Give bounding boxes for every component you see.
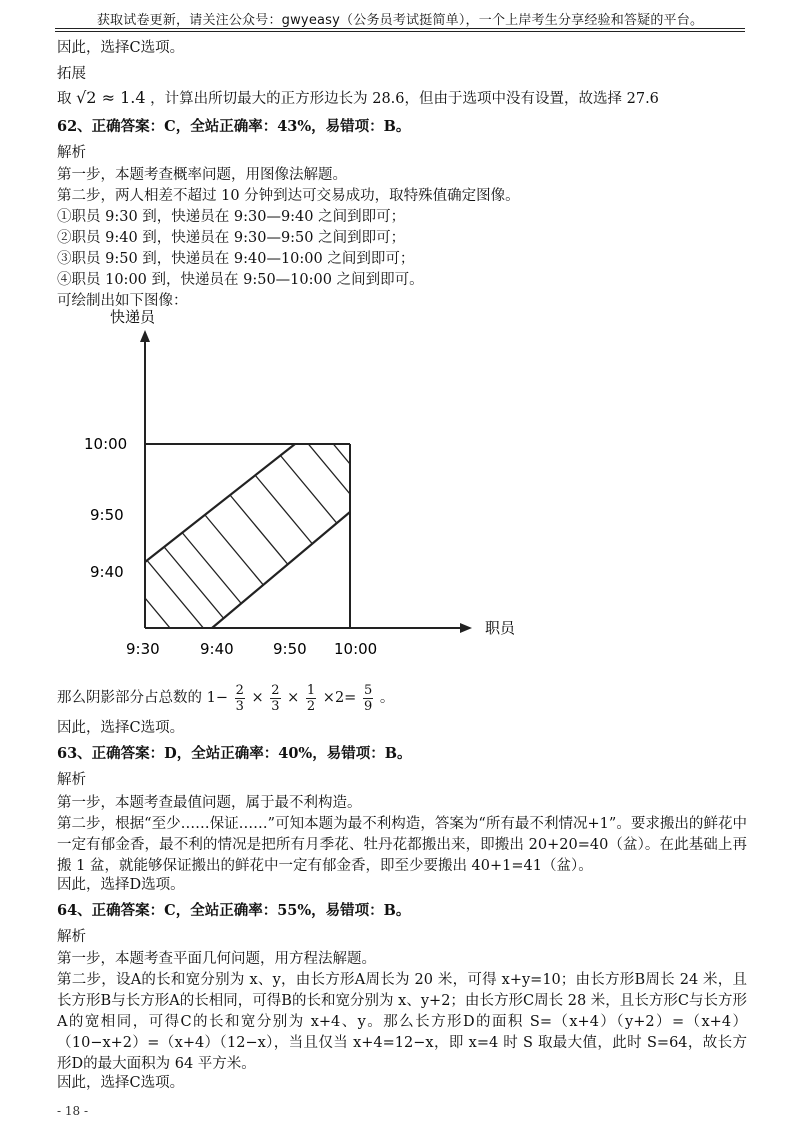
q63-conclusion: 因此，选择D选项。 xyxy=(57,877,185,893)
prev-conclusion: 因此，选择C选项。 xyxy=(57,40,185,56)
times-sign: × xyxy=(287,690,300,706)
expand-line xyxy=(57,88,659,109)
x-tick-930: 9:30 xyxy=(126,640,160,658)
probability-graph xyxy=(0,300,800,670)
q64-analysis-title: 解析 xyxy=(57,929,86,945)
q62-step-2: 第二步，两人相差不超过 10 分钟到达可交易成功，取特殊值确定图像。 xyxy=(57,188,520,204)
page-number: - 18 - xyxy=(57,1104,89,1118)
q64-step-2: 第二步，设A的长和宽分别为 x、y，由长方形A周长为 20 米，可得 x+y=10；由长方形B周长 24 米，且长方形B与长方形A的长相同，可得B的长和宽分别为 x、y+2；由长方形C周长 28 米，且长方形C与长方形A的宽相同，可得C的长和宽分别为 x+4、y。那么长方形D的面积 S=（x+4）（y+2）=（x+4）（10−x+2）=（x+4）（12−x），当且仅当 x+4=12−x，即 x=4 时 S 取最大值，此时 S=64，故长方形D的最大面积为 64 平方米。 xyxy=(57,972,747,1072)
times-sign: × xyxy=(251,690,264,706)
q63-answer-line: 63、正确答案：D，全站正确率：40%，易错项：B。 xyxy=(57,745,412,762)
q64-step-1: 第一步，本题考查平面几何问题，用方程法解题。 xyxy=(57,951,376,967)
expand-suffix: ，计算出所切最大的正方形边长为 28.6，但由于选项中没有设置，故选择 27.6 xyxy=(150,91,659,107)
q64-conclusion: 因此，选择C选项。 xyxy=(57,1075,185,1091)
q62-analysis-title: 解析 xyxy=(57,145,86,161)
formula-prefix: 那么阴影部分占总数的 1− xyxy=(57,690,228,706)
q63-step-1: 第一步，本题考查最值问题，属于最不利构造。 xyxy=(57,795,362,811)
y-tick-950: 9:50 xyxy=(90,506,124,524)
q62-conclusion: 因此，选择C选项。 xyxy=(57,720,185,736)
expand-title: 拓展 xyxy=(57,66,86,82)
q63-analysis-title: 解析 xyxy=(57,772,86,788)
q62-case-3: ③职员 9:50 到，快递员在 9:40—10:00 之间到即可； xyxy=(57,251,415,267)
fraction-2-3-b xyxy=(270,683,280,714)
fraction-numerator: 1 xyxy=(306,682,316,698)
x-axis-title: 职员 xyxy=(485,619,516,637)
sqrt-formula: √2 ≈ 1.4 xyxy=(76,88,146,107)
q62-case-2: ②职员 9:40 到，快递员在 9:30—9:50 之间到即可； xyxy=(57,230,406,246)
x-tick-950: 9:50 xyxy=(273,640,307,658)
expand-prefix: 取 xyxy=(57,91,72,107)
x-axis-arrow-icon xyxy=(460,623,472,633)
y-tick-940: 9:40 xyxy=(90,563,124,581)
q62-answer-line: 62、正确答案：C，全站正确率：43%，易错项：B。 xyxy=(57,118,411,135)
fraction-numerator: 2 xyxy=(271,682,280,698)
fraction-1-2 xyxy=(306,683,316,714)
fraction-2-3-a xyxy=(235,683,245,714)
page-header: 获取试卷更新，请关注公众号：gwyeasy（公务员考试挺简单），一个上岸考生分享经验和答疑的平台。 xyxy=(96,13,704,28)
q62-case-4: ④职员 10:00 到，快递员在 9:50—10:00 之间到即可。 xyxy=(57,272,424,288)
fraction-5-9 xyxy=(363,683,373,714)
q62-case-1: ①职员 9:30 到，快递员在 9:30—9:40 之间到即可； xyxy=(57,209,406,225)
formula-mid: ×2= xyxy=(322,690,357,706)
q62-graph-intro: 可绘制出如下图像： xyxy=(57,293,188,309)
shaded-region-hatching xyxy=(130,440,380,640)
q63-step-2: 第二步，根据“至少……保证……”可知本题为最不利构造，答案为“所有最不利情况+1”。要求搬出的鲜花中一定有郁金香，最不利的情况是把所有月季花、牡丹花都搬出来，即搬出 20+20=40（盆）。在此基础上再搬 1 盆，就能够保证搬出的鲜花中一定有郁金香，即至少要搬出 40+1=41（盆）。 xyxy=(57,816,747,874)
shaded-fraction-formula xyxy=(57,680,394,716)
fraction-numerator: 2 xyxy=(235,682,244,698)
upper-diagonal xyxy=(145,444,295,562)
y-tick-1000: 10:00 xyxy=(84,435,128,453)
fraction-denominator: 9 xyxy=(363,698,373,714)
formula-end: 。 xyxy=(379,690,395,706)
q62-step-1: 第一步，本题考查概率问题，用图像法解题。 xyxy=(57,167,347,183)
header-rule-top xyxy=(55,28,745,29)
header-rule-bottom xyxy=(55,31,745,32)
q64-answer-line: 64、正确答案：C，全站正确率：55%，易错项：B。 xyxy=(57,902,411,919)
fraction-denominator: 3 xyxy=(271,698,280,714)
fraction-numerator: 5 xyxy=(363,682,373,698)
fraction-denominator: 3 xyxy=(235,698,244,714)
y-axis-title: 快递员 xyxy=(110,308,156,326)
x-tick-940: 9:40 xyxy=(200,640,234,658)
fraction-denominator: 2 xyxy=(306,698,316,714)
x-tick-1000: 10:00 xyxy=(334,640,378,658)
y-axis-arrow-icon xyxy=(140,330,150,342)
lower-diagonal xyxy=(212,512,350,628)
